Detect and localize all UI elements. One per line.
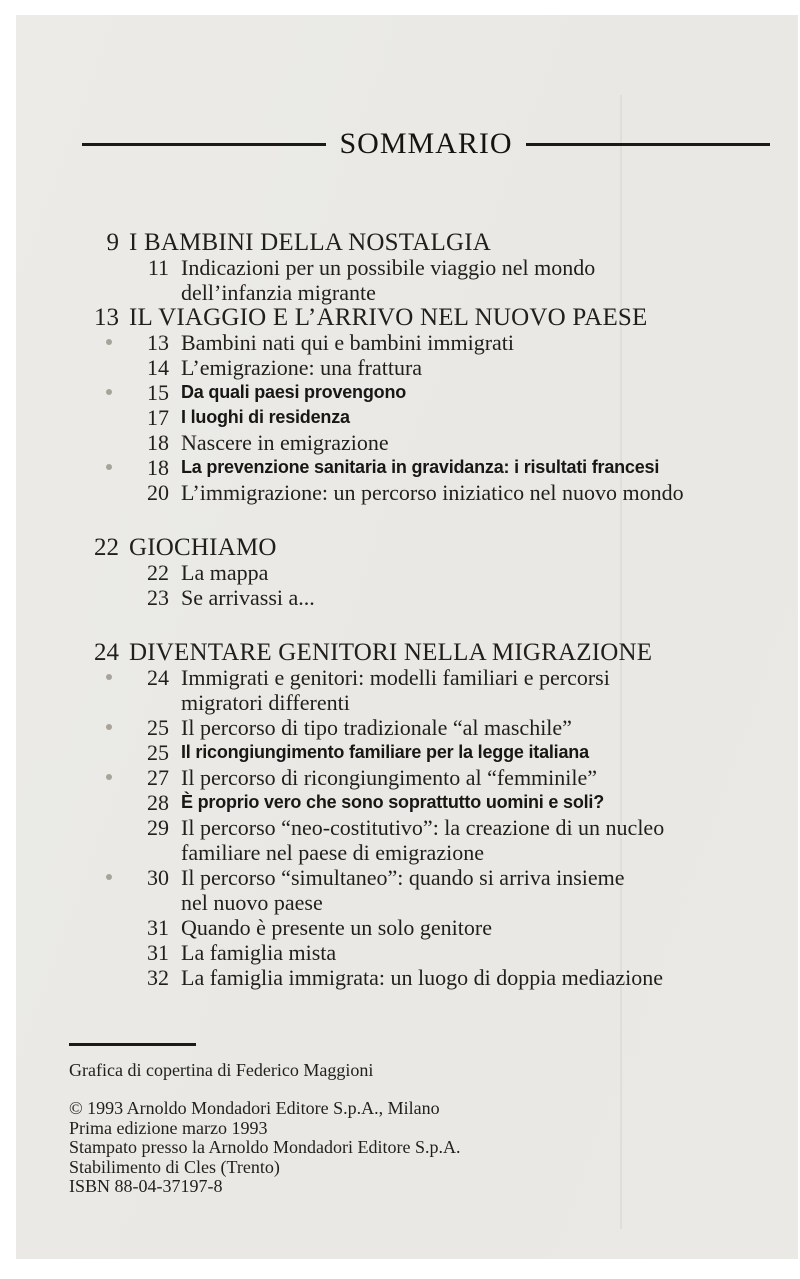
- toc-entry-row: [16, 355, 798, 380]
- chapter-page-number: 22: [94, 534, 119, 561]
- pencil-mark-dot: [106, 339, 112, 345]
- entry-page-number: 23: [147, 585, 169, 610]
- entry-title: [181, 455, 659, 480]
- toc-entry-row: [16, 455, 798, 480]
- chapter-title: GIOCHIAMO: [129, 534, 277, 561]
- toc-entry-row: [16, 255, 798, 305]
- toc-chapter-row: [16, 535, 798, 560]
- pencil-mark-dot: [106, 674, 112, 680]
- header-rule-right: [526, 143, 770, 146]
- toc-entry-row: [16, 430, 798, 455]
- entry-page-number: 29: [147, 815, 169, 840]
- entry-page-number: 25: [147, 715, 169, 740]
- toc-entry-row: [16, 790, 798, 815]
- entry-title-line: La famiglia mista: [181, 940, 337, 965]
- toc-section: [16, 640, 798, 990]
- entry-page-number: 15: [147, 380, 169, 405]
- entry-title-line: Il percorso di ricongiungimento al “femminile”: [181, 765, 598, 790]
- chapter-title: DIVENTARE GENITORI NELLA MIGRAZIONE: [129, 639, 653, 666]
- table-of-contents: [16, 230, 798, 990]
- entry-page-number: 31: [147, 940, 169, 965]
- toc-entry-row: [16, 380, 798, 405]
- entry-title: [181, 560, 268, 585]
- entry-title-line: Il percorso di tipo tradizionale “al maschile”: [181, 715, 572, 740]
- entry-title: [181, 255, 595, 305]
- sommario-header: [82, 127, 770, 161]
- book-page: [16, 15, 798, 1259]
- entry-title-line: Il ricongiungimento familiare per la legge italiana: [181, 742, 589, 762]
- colophon-line: Stabilimento di Cles (Trento): [69, 1156, 280, 1177]
- toc-entry-row: [16, 405, 798, 430]
- entry-title-line: È proprio vero che sono soprattutto uomini e soli?: [181, 792, 605, 812]
- entry-page-number: 11: [147, 255, 169, 280]
- entry-page-number: 13: [147, 330, 169, 355]
- toc-entry-row: [16, 330, 798, 355]
- toc-entry-row: [16, 940, 798, 965]
- entry-title-line: Indicazioni per un possibile viaggio nel mondo: [181, 255, 596, 280]
- entry-title: [181, 480, 684, 505]
- chapter-title: IL VIAGGIO E L’ARRIVO NEL NUOVO PAESE: [129, 304, 648, 331]
- entry-title-line: dell’infanzia migrante: [181, 280, 376, 305]
- entry-title: [181, 380, 406, 405]
- entry-title: [181, 715, 572, 740]
- entry-page-number: 32: [147, 965, 169, 990]
- entry-title-line: Il percorso “simultaneo”: quando si arriva insieme: [181, 865, 625, 890]
- pencil-mark-dot: [106, 389, 112, 395]
- entry-page-number: 30: [147, 865, 169, 890]
- colophon-line: ISBN 88-04-37197-8: [69, 1176, 223, 1196]
- entry-title: [181, 740, 589, 765]
- entry-page-number: 17: [147, 405, 169, 430]
- entry-title-line: La prevenzione sanitaria in gravidanza: i risultati francesi: [181, 457, 660, 477]
- chapter-page-number: 13: [94, 304, 119, 331]
- entry-title: [181, 815, 664, 865]
- toc-entry-row: [16, 665, 798, 715]
- entry-title-line: Da quali paesi provengono: [181, 382, 407, 402]
- entry-title-line: migratori differenti: [181, 690, 350, 715]
- entry-page-number: 25: [147, 740, 169, 765]
- toc-chapter-row: [16, 230, 798, 255]
- entry-title-line: Se arrivassi a...: [181, 585, 315, 610]
- page-title: SOMMARIO: [339, 127, 513, 160]
- entry-page-number: 27: [147, 765, 169, 790]
- toc-chapter-row: [16, 640, 798, 665]
- entry-page-number: 20: [147, 480, 169, 505]
- entry-title-line: L’immigrazione: un percorso iniziatico nel nuovo mondo: [181, 480, 684, 505]
- entry-page-number: 18: [147, 455, 169, 480]
- entry-title: [181, 330, 514, 355]
- entry-title: [181, 405, 350, 430]
- entry-title: [181, 585, 315, 610]
- colophon-line: Prima edizione marzo 1993: [69, 1117, 268, 1138]
- chapter-page-number: 9: [106, 229, 119, 256]
- entry-page-number: 18: [147, 430, 169, 455]
- entry-title: [181, 865, 625, 915]
- entry-title: [181, 940, 336, 965]
- pencil-mark-dot: [106, 724, 112, 730]
- toc-entry-row: [16, 740, 798, 765]
- scan-crease: [620, 95, 622, 1229]
- entry-title-line: I luoghi di residenza: [181, 407, 350, 427]
- toc-section: [16, 305, 798, 505]
- entry-title: [181, 790, 604, 815]
- entry-page-number: 22: [147, 560, 169, 585]
- pencil-mark-dot: [106, 874, 112, 880]
- chapter-title: I BAMBINI DELLA NOSTALGIA: [129, 229, 491, 256]
- entry-title: [181, 665, 610, 715]
- toc-chapter-row: [16, 305, 798, 330]
- cover-credit: Grafica di copertina di Federico Maggioni: [69, 1060, 374, 1080]
- toc-entry-row: [16, 765, 798, 790]
- entry-title-line: L’emigrazione: una frattura: [181, 355, 423, 380]
- entry-title-line: Immigrati e genitori: modelli familiari e percorsi: [181, 665, 610, 690]
- colophon-line: © 1993 Arnoldo Mondadori Editore S.p.A., Milano: [69, 1098, 440, 1118]
- entry-title-line: Il percorso “neo-costitutivo”: la creazione di un nucleo: [181, 815, 665, 840]
- entry-page-number: 14: [147, 355, 169, 380]
- pencil-mark-dot: [106, 774, 112, 780]
- entry-page-number: 28: [147, 790, 169, 815]
- header-rule-left: [82, 143, 326, 146]
- entry-title-line: Nascere in emigrazione: [181, 430, 389, 455]
- toc-section: [16, 230, 798, 305]
- toc-entry-row: [16, 585, 798, 610]
- entry-page-number: 24: [147, 665, 169, 690]
- toc-entry-row: [16, 865, 798, 915]
- entry-title-line: familiare nel paese di emigrazione: [181, 840, 484, 865]
- toc-section: [16, 535, 798, 610]
- colophon: [69, 1043, 689, 1197]
- entry-title: [181, 765, 597, 790]
- pencil-mark-dot: [106, 464, 112, 470]
- entry-page-number: 31: [147, 915, 169, 940]
- toc-entry-row: [16, 715, 798, 740]
- entry-title: [181, 965, 663, 990]
- entry-title-line: Bambini nati qui e bambini immigrati: [181, 330, 515, 355]
- entry-title-line: Quando è presente un solo genitore: [181, 915, 492, 940]
- entry-title: [181, 355, 422, 380]
- entry-title: [181, 915, 492, 940]
- chapter-page-number: 24: [94, 639, 119, 666]
- entry-title-line: nel nuovo paese: [181, 890, 323, 915]
- toc-entry-row: [16, 480, 798, 505]
- colophon-lines: [69, 1099, 689, 1197]
- colophon-line: Stampato presso la Arnoldo Mondadori Editore S.p.A.: [69, 1137, 461, 1157]
- toc-entry-row: [16, 815, 798, 865]
- toc-entry-row: [16, 915, 798, 940]
- entry-title: [181, 430, 389, 455]
- entry-title-line: La famiglia immigrata: un luogo di doppia mediazione: [181, 965, 664, 990]
- colophon-rule: [69, 1043, 196, 1046]
- entry-title-line: La mappa: [181, 560, 269, 585]
- toc-entry-row: [16, 965, 798, 990]
- toc-entry-row: [16, 560, 798, 585]
